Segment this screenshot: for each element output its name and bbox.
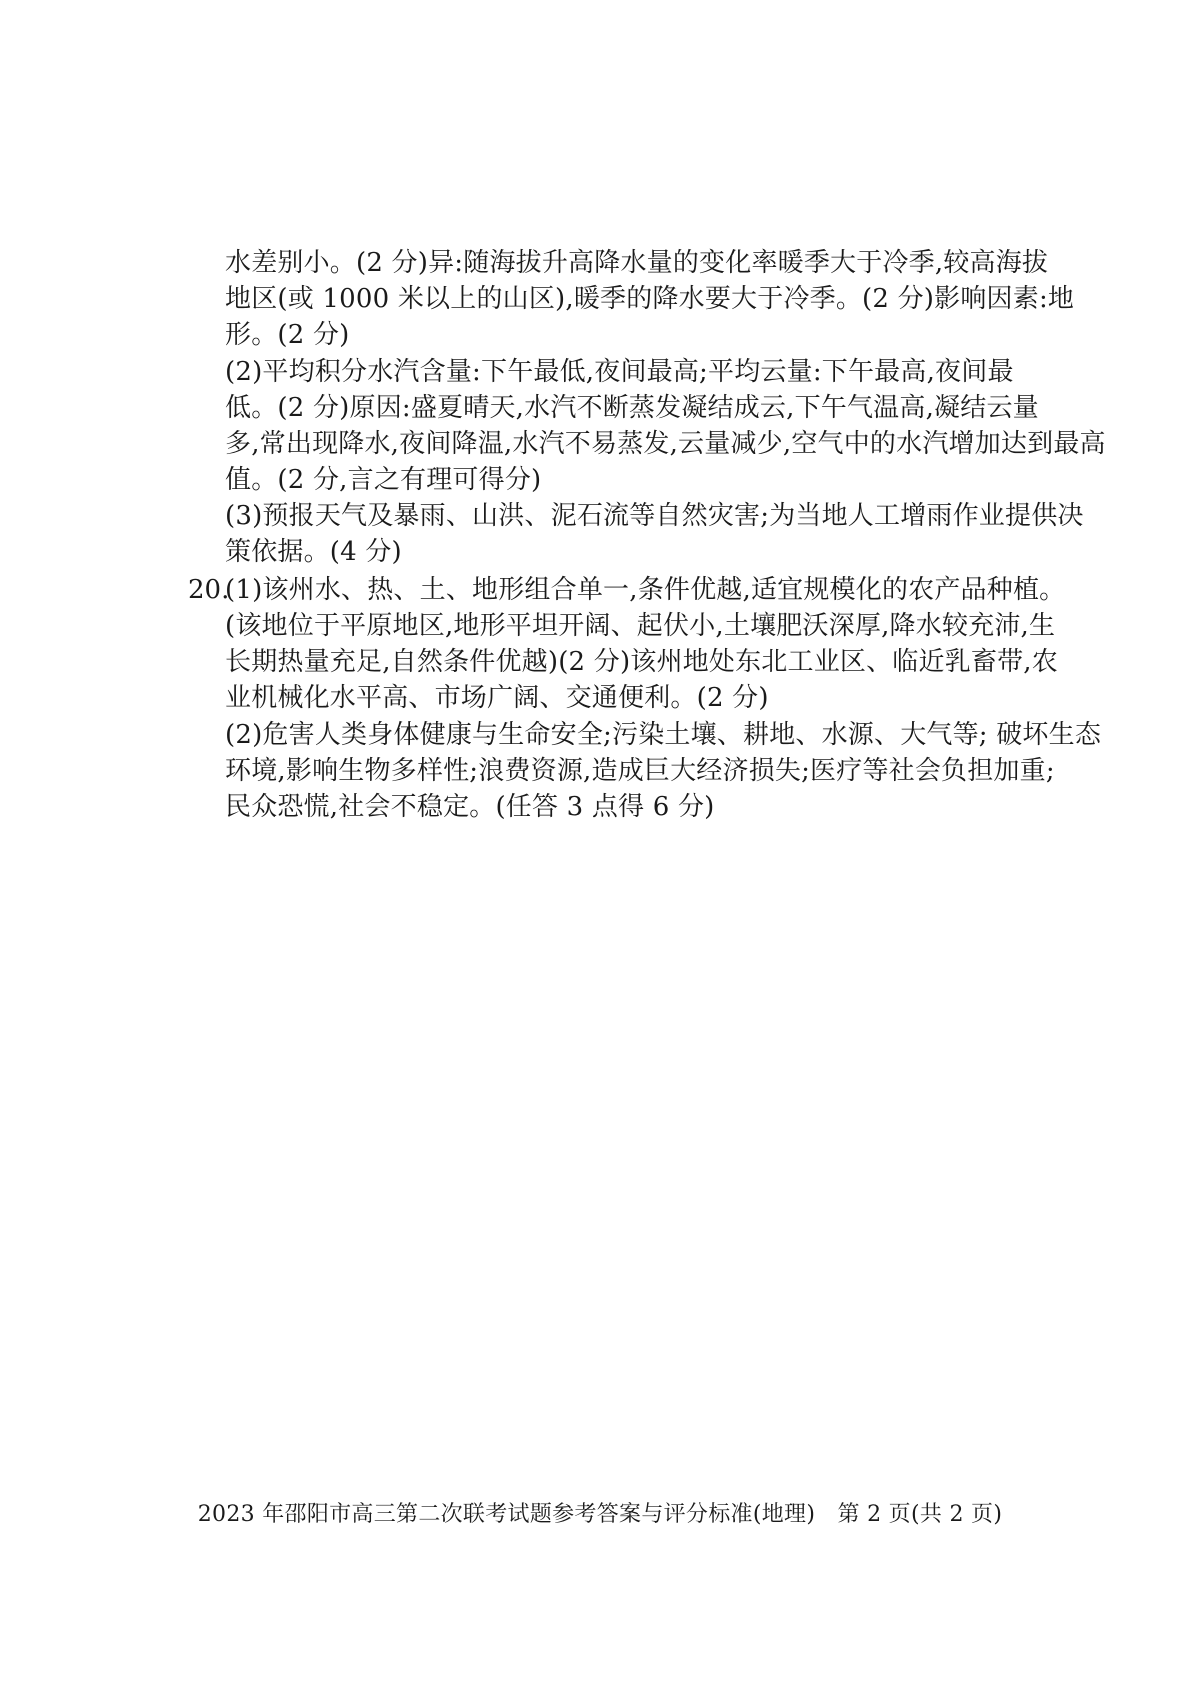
- answer-line: 多,常出现降水,夜间降温,水汽不易蒸发,云量减少,空气中的水汽增加达到最高: [225, 429, 1106, 459]
- question-number: 20.: [188, 575, 230, 605]
- page-footer: 2023 年邵阳市高三第二次联考试题参考答案与评分标准(地理) 第 2 页(共 2 页): [197, 1502, 1003, 1527]
- answer-line: 低。(2 分)原因:盛夏晴天,水汽不断蒸发凝结成云,下午气温高,凝结云量: [225, 393, 1039, 423]
- answer-line: (该地位于平原地区,地形平坦开阔、起伏小,土壤肥沃深厚,降水较充沛,生: [225, 611, 1056, 641]
- answer-line: 形。(2 分): [225, 320, 350, 350]
- answer-line: (3)预报天气及暴雨、山洪、泥石流等自然灾害;为当地人工增雨作业提供决: [225, 501, 1084, 531]
- answer-line: 环境,影响生物多样性;浪费资源,造成巨大经济损失;医疗等社会负担加重;: [225, 756, 1055, 786]
- answer-line: 民众恐慌,社会不稳定。(任答 3 点得 6 分): [225, 792, 715, 822]
- answer-line: 业机械化水平高、市场广阔、交通便利。(2 分): [225, 683, 769, 713]
- answer-line: (2)平均积分水汽含量:下午最低,夜间最高;平均云量:下午最高,夜间最: [225, 357, 1014, 387]
- answer-line: 策依据。(4 分): [225, 537, 402, 567]
- answer-line: 长期热量充足,自然条件优越)(2 分)该州地处东北工业区、临近乳畜带,农: [225, 647, 1058, 677]
- answer-line: (1)该州水、热、土、地形组合单一,条件优越,适宜规模化的农产品种植。: [225, 575, 1066, 605]
- answer-line: 值。(2 分,言之有理可得分): [225, 465, 542, 495]
- answer-line: (2)危害人类身体健康与生命安全;污染土壤、耕地、水源、大气等; 破坏生态: [225, 720, 1102, 750]
- answer-line: 水差别小。(2 分)异:随海拔升高降水量的变化率暖季大于冷季,较高海拔: [225, 248, 1049, 278]
- answer-line: 地区(或 1000 米以上的山区),暖季的降水要大于冷季。(2 分)影响因素:地: [225, 284, 1075, 314]
